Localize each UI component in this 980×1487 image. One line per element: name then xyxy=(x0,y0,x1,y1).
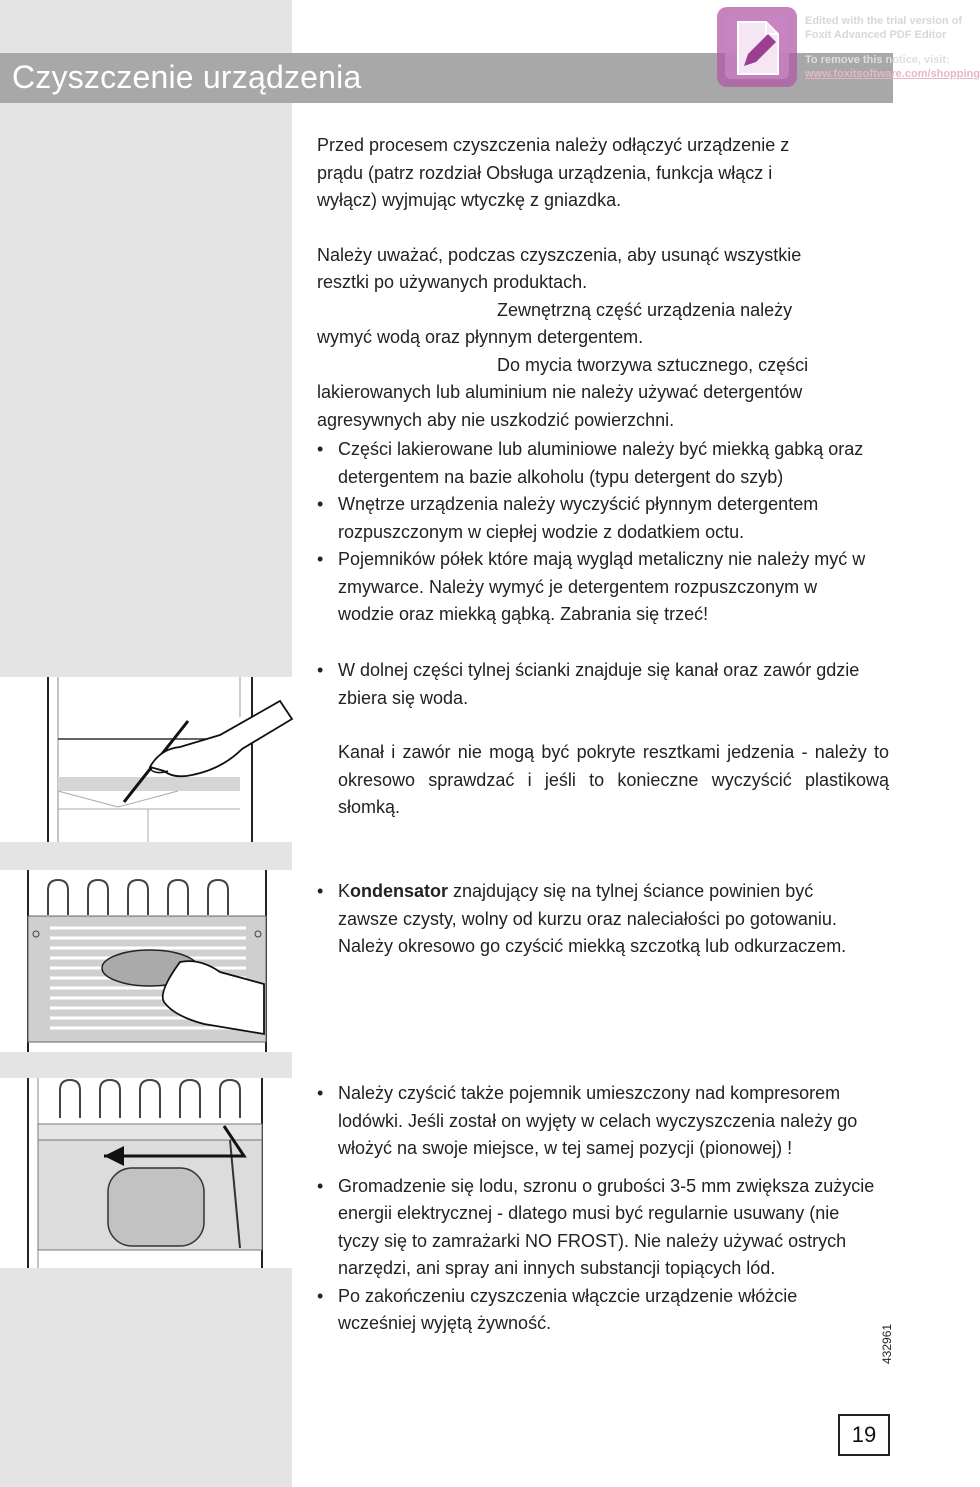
condenser-first-letter: K xyxy=(338,881,351,901)
bullet-after-cleaning: • Po zakończeniu czyszczenia włączcie urządzenie włóżcie wcześniej wyjętą żywność. xyxy=(317,1283,877,1338)
watermark-notice xyxy=(805,14,962,42)
page-title: Czyszczenie urządzenia xyxy=(12,59,362,95)
intro-block xyxy=(317,132,837,434)
intro-paragraph-1: Przed procesem czyszczenia należy odłączyć urządzenie z prądu (patrz rozdział Obsługa urządzenia, funkcja włącz i wyłącz) wyjmując wtyczkę z gniazdka. xyxy=(317,135,790,210)
compressor-tray-illustration xyxy=(0,1078,292,1268)
drain-cleaning-illustration xyxy=(0,677,292,842)
bullet-interior: • Wnętrze urządzenia należy wyczyścić płynnym detergentem rozpuszczonym w ciepłej wodzie z dodatkiem octu. xyxy=(317,491,877,546)
document-code: 432961 xyxy=(880,1323,894,1364)
watermark-line-2: Foxit Advanced PDF Editor xyxy=(805,29,947,41)
condenser-description: znajdujący się na tylnej ściance powinien być zawsze czysty, wolny od kurzu oraz naleciałości po gotowaniu. Należy okresowo go czyścić miekką szczotką lub odkurzaczem. xyxy=(338,881,847,956)
intro-paragraph-4b: lakierowanych lub aluminium nie należy używać detergentów agresywnych aby nie uszkodzić powierzchni. xyxy=(317,382,803,430)
watermark-line-1: Edited with the trial version of xyxy=(805,15,963,27)
bullet-condenser xyxy=(317,878,877,961)
cleaning-bullets xyxy=(317,436,877,629)
bullet-lacquered-parts: • Części lakierowane lub aluminiowe należy być miekką gabką oraz detergentem na bazie alkoholu (typu detergent do szyb) xyxy=(317,436,877,491)
editor-logo-icon xyxy=(716,6,798,88)
condenser-illustration xyxy=(0,870,292,1052)
condenser-term: ondensator xyxy=(350,881,449,901)
page-number: 19 xyxy=(838,1414,890,1456)
final-bullets xyxy=(317,1080,877,1338)
trial-watermark xyxy=(716,6,980,96)
intro-paragraph-3a: Zewnętrzną część urządzenia należy xyxy=(497,299,793,320)
bullet-compressor-tray: • Należy czyścić także pojemnik umieszczony nad kompresorem lodówki. Jeśli został on wyjęty w celach wyczyszczenia należy go włożyć na swoje miejsce, w tej samej pozycji (pionowej) ! xyxy=(317,1080,877,1163)
watermark-line-3: To remove this notice, visit: xyxy=(805,54,950,66)
condenser-section xyxy=(317,878,877,961)
bullet-shelf-containers: • Pojemników półek które mają wygląd metaliczny nie należy myć w zmywarce. Należy wymyć je detergentem rozpuszczonym w wodzie oraz miekką gąbką. Zabrania się trzeć! xyxy=(317,546,877,629)
bullet-ice-buildup: • Gromadzenie się lodu, szronu o grubości 3-5 mm zwiększa zużycie energii elektrycznej - dlatego musi być regularnie usuwany (nie tyczy się to zamrażarki NO FROST). Nie należy używać ostrych narzędzi, ani spray ani innych substancji topiących lód. xyxy=(317,1173,877,1283)
drain-note: Kanał i zawór nie mogą być pokryte resztkami jedzenia - należy to okresowo sprawdzać i jeśli to konieczne wyczyścić plastikową słomką. xyxy=(338,742,889,817)
intro-paragraph-4a: Do mycia tworzywa sztucznego, części xyxy=(497,354,809,375)
watermark-visit xyxy=(805,53,980,81)
intro-paragraph-3b: wymyć wodą oraz płynnym detergentem. xyxy=(317,327,644,347)
watermark-link[interactable]: www.foxitsoftware.com/shopping xyxy=(805,68,980,80)
drain-section xyxy=(317,657,889,822)
bullet-drain-channel: • W dolnej części tylnej ścianki znajduje się kanał oraz zawór gdzie zbiera się woda. xyxy=(317,657,889,712)
intro-paragraph-2: Należy uważać, podczas czyszczenia, aby usunąć wszystkie resztki po używanych produktach. xyxy=(317,244,802,292)
